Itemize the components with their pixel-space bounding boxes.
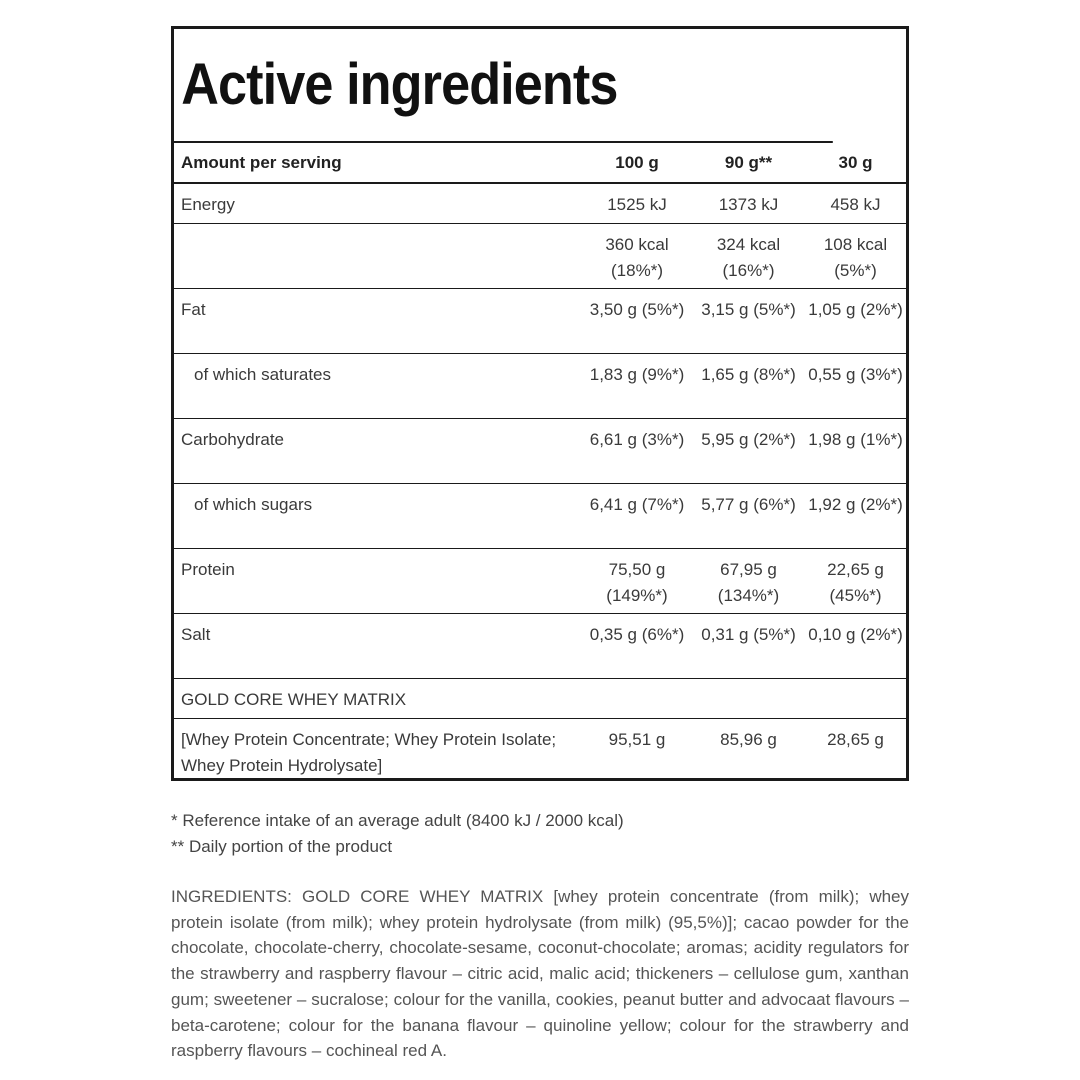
value-30g: 28,65 g xyxy=(805,718,906,784)
value-90g xyxy=(692,678,805,718)
row-label: Energy xyxy=(174,183,582,223)
table-row-matrix-components xyxy=(174,718,906,784)
value-100g: 1525 kJ xyxy=(582,183,692,223)
table-row-energy-kcal xyxy=(174,223,906,288)
nutrition-facts-box xyxy=(171,26,909,781)
value-90g: 0,31 g (5%*) xyxy=(692,613,805,678)
row-label: GOLD CORE WHEY MATRIX xyxy=(174,678,582,718)
value-30g: 0,10 g (2%*) xyxy=(805,613,906,678)
value-90g: 1,65 g (8%*) xyxy=(692,353,805,418)
row-label: Carbohydrate xyxy=(174,418,582,483)
header-col-90g: 90 g** xyxy=(692,143,805,183)
value-100g: 360 kcal (18%*) xyxy=(582,223,692,288)
header-col-30g: 30 g xyxy=(805,143,906,183)
row-label: Fat xyxy=(174,288,582,353)
footnotes xyxy=(171,808,909,860)
table-row-saturates xyxy=(174,353,906,418)
row-label: [Whey Protein Concentrate; Whey Protein Isolate; Whey Protein Hydrolysate] xyxy=(174,718,582,784)
table-row-fat xyxy=(174,288,906,353)
value-90g: 85,96 g xyxy=(692,718,805,784)
value-30g: 1,98 g (1%*) xyxy=(805,418,906,483)
value-100g: 75,50 g (149%*) xyxy=(582,548,692,613)
row-label xyxy=(174,223,582,288)
footnote-reference-intake: * Reference intake of an average adult (8400 kJ / 2000 kcal) xyxy=(171,811,624,830)
table-row-energy-kj xyxy=(174,183,906,223)
header-label: Amount per serving xyxy=(174,143,582,183)
table-row-salt xyxy=(174,613,906,678)
table-row-carbohydrate xyxy=(174,418,906,483)
table-row-sugars xyxy=(174,483,906,548)
value-30g xyxy=(805,678,906,718)
table-row-matrix-heading xyxy=(174,678,906,718)
value-30g: 1,05 g (2%*) xyxy=(805,288,906,353)
value-90g: 67,95 g (134%*) xyxy=(692,548,805,613)
value-100g: 6,41 g (7%*) xyxy=(582,483,692,548)
footnote-daily-portion: ** Daily portion of the product xyxy=(171,837,393,856)
value-100g: 6,61 g (3%*) xyxy=(582,418,692,483)
value-100g: 0,35 g (6%*) xyxy=(582,613,692,678)
header-col-100g: 100 g xyxy=(582,143,692,183)
value-30g: 108 kcal (5%*) xyxy=(805,223,906,288)
value-30g: 1,92 g (2%*) xyxy=(805,483,906,548)
table-row-protein xyxy=(174,548,906,613)
table-header-row xyxy=(174,143,906,183)
row-label: Salt xyxy=(174,613,582,678)
value-100g: 1,83 g (9%*) xyxy=(582,353,692,418)
nutrition-table xyxy=(174,143,906,784)
value-90g: 1373 kJ xyxy=(692,183,805,223)
value-100g xyxy=(582,678,692,718)
value-30g: 458 kJ xyxy=(805,183,906,223)
row-label: of which sugars xyxy=(174,483,582,548)
nutrition-title: Active ingredients xyxy=(174,29,833,143)
ingredients-text: INGREDIENTS: GOLD CORE WHEY MATRIX [whey protein concentrate (from milk); whey protein isolate (from milk); whey protein hydrolysate (from milk) (95,5%)]; cacao powder for the chocolate, chocolate-cherry, chocolate-sesame, coconut-chocolate; aromas; acidity regulators for the strawberry and raspberry flavour – citric acid, malic acid; thickeners – cellulose gum, xanthan gum; sweetener – sucralose; colour for the vanilla, cookies, peanut butter and advocaat flavours – beta-carotene; colour for the banana flavour – quinoline yellow; colour for the strawberry and raspberry flavours – cochineal red A. xyxy=(171,887,909,1061)
row-label: of which saturates xyxy=(174,353,582,418)
row-label: Protein xyxy=(174,548,582,613)
value-30g: 22,65 g (45%*) xyxy=(805,548,906,613)
value-90g: 324 kcal (16%*) xyxy=(692,223,805,288)
value-90g: 3,15 g (5%*) xyxy=(692,288,805,353)
value-90g: 5,95 g (2%*) xyxy=(692,418,805,483)
value-30g: 0,55 g (3%*) xyxy=(805,353,906,418)
value-90g: 5,77 g (6%*) xyxy=(692,483,805,548)
value-100g: 95,51 g xyxy=(582,718,692,784)
value-100g: 3,50 g (5%*) xyxy=(582,288,692,353)
